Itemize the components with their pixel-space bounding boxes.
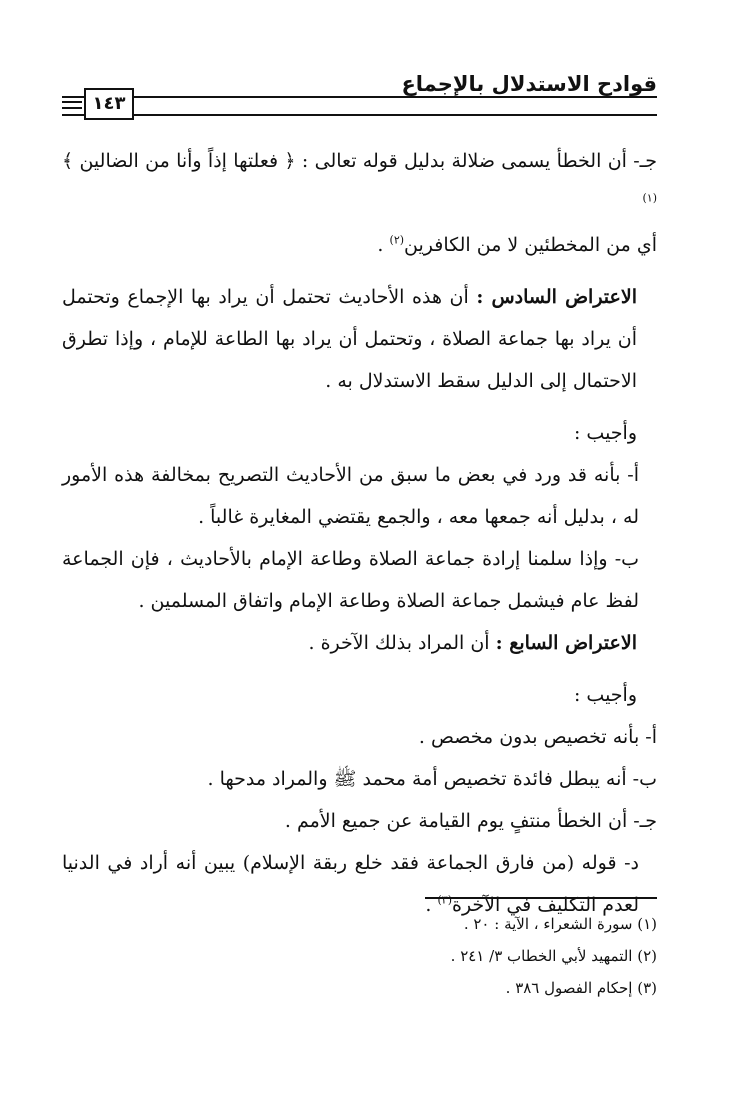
paragraph-1-explanation: أي من المخطئين لا من الكافرين — [404, 234, 657, 256]
objection-seven-label: الاعتراض السابع : — [495, 632, 637, 654]
main-text — [62, 140, 657, 926]
paragraph-1-quote: جـ- أن الخطأ يسمى ضلالة بدليل قوله تعالى : ﴿ فعلتها إذاً وأنا من الضالين ﴾ — [62, 150, 657, 172]
page-number: ١٤٣ — [84, 88, 134, 120]
footnote-2: (٢) التمهيد لأبي الخطاب ٣/ ٢٤١ . — [450, 947, 657, 965]
header-ornament — [62, 101, 82, 109]
footnote-ref-3: (٣) — [437, 893, 452, 907]
answer-2c: جـ- أن الخطأ منتفٍ يوم القيامة عن جميع الأمم . — [284, 810, 657, 832]
answer-1a: أ- بأنه قد ورد في بعض ما سبق من الأحاديث التصريح بمخالفة هذه الأمور له ، بدليل أنه جمعها معه ، والجمع يقتضي المغايرة غالباً . — [62, 464, 639, 528]
footnote-1: (١) سورة الشعراء ، الآية : ٢٠ . — [463, 915, 657, 933]
answer-2a: أ- بأنه تخصيص بدون مخصص . — [418, 726, 657, 748]
answer-2b: ب- أنه يبطل فائدة تخصيص أمة محمد ﷺ والمراد مدحها . — [207, 768, 657, 790]
running-header-title: قوادح الاستدلال بالإجماع — [401, 72, 657, 96]
answer-heading-2: وأجيب : — [573, 684, 637, 706]
header-rule-bottom — [62, 114, 657, 116]
objection-six — [62, 276, 657, 402]
footnote-ref-1: (١) — [642, 191, 657, 205]
objection-six-label: الاعتراض السادس : — [476, 286, 637, 308]
paragraph-1-end: . — [377, 234, 390, 256]
answer-2d-end: . — [425, 894, 438, 916]
answer-heading-1: وأجيب : — [573, 422, 637, 444]
answer-2d-text: د- قوله (من فارق الجماعة فقد خلع ربقة الإسلام) يبين أنه أراد في الدنيا لعدم التكليف في الآخرة — [62, 852, 639, 916]
footnotes — [62, 908, 657, 1004]
paragraph-1 — [62, 140, 657, 266]
footnote-3: (٣) إحكام الفصول ٣٨٦ . — [505, 979, 657, 997]
answer-1b: ب- وإذا سلمنا إرادة جماعة الصلاة وطاعة الإمام بالأحاديث ، فإن الجماعة لفظ عام فيشمل جماعة الصلاة وطاعة الإمام واتفاق المسلمين . — [62, 548, 639, 612]
objection-seven — [62, 622, 657, 664]
header-rule-top — [62, 96, 657, 98]
objection-seven-text: أن المراد بذلك الآخرة . — [308, 632, 496, 654]
footnote-ref-2: (٢) — [389, 233, 405, 247]
objection-six-text: أن هذه الأحاديث تحتمل أن يراد بها الإجماع وتحتمل أن يراد بها جماعة الصلاة ، وتحتمل أن يراد بها الطاعة للإمام ، وإذا تطرق الاحتمال إلى الدليل سقط الاستدلال به . — [62, 286, 637, 392]
footnote-divider — [425, 897, 657, 899]
